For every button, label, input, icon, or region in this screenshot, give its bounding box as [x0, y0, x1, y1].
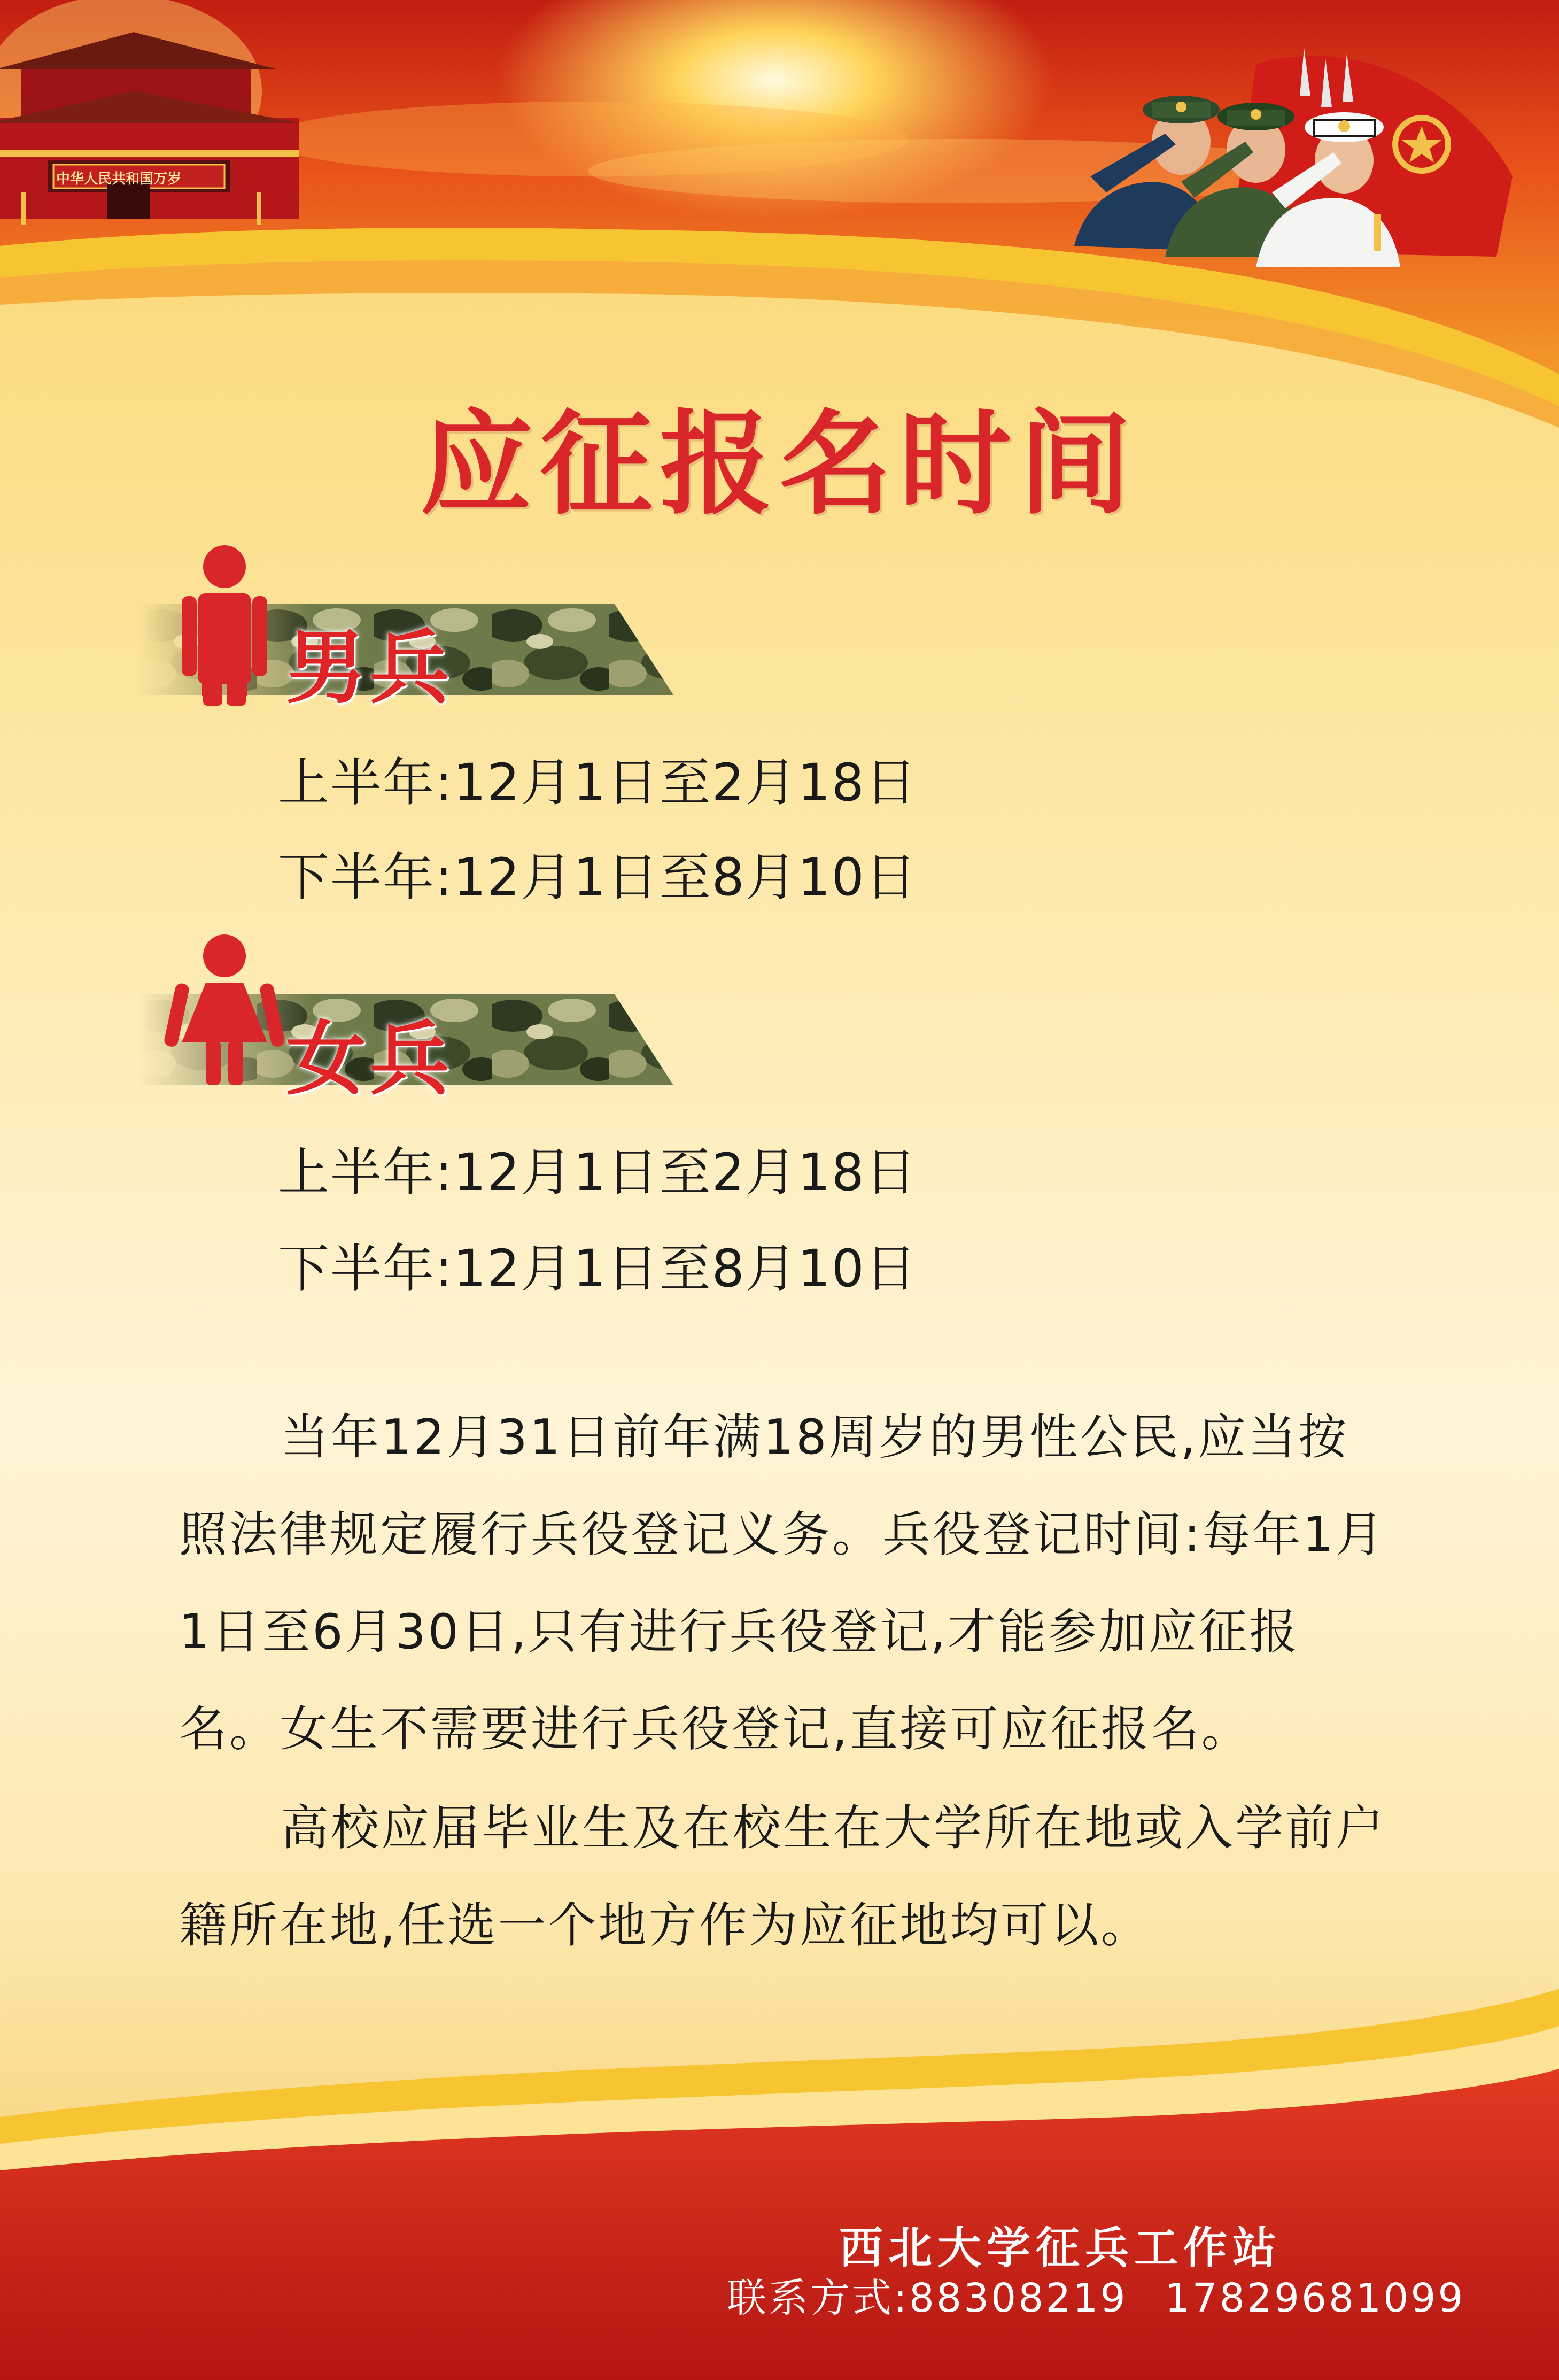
footer-contact-phone: 17829681099 [1165, 2275, 1465, 2321]
notice-paragraph: 高校应届毕业生及在校生在大学所在地或入学前户籍所在地,任选一个地方作为应征地均可以。 [179, 1800, 1386, 1953]
male-first-half: 上半年:12月1日至2月18日 [278, 753, 918, 813]
page-title: 应征报名时间 [420, 398, 1139, 530]
female-section-label: 女兵 [286, 1012, 453, 1106]
footer-contact [727, 2267, 1465, 2323]
gate-inscription [56, 168, 181, 188]
footer-organization: 西北大学征兵工作站 [839, 2223, 1282, 2274]
notice-paragraph: 当年12月31日前年满18周岁的男性公民,应当按照法律规定履行兵役登记义务。兵役登记时间:每年1月1日至6月30日,只有进行兵役登记,才能参加应征报名。女生不需要进行兵役登记,直接可应征报名。 [179, 1409, 1386, 1757]
gate-inscription-text: 中华人民共和国万岁 [56, 171, 182, 187]
female-second-half: 下半年:12月1日至8月10日 [278, 1239, 918, 1299]
army-emblem-icon [1392, 115, 1451, 174]
male-section-label: 男兵 [286, 621, 453, 715]
male-second-half: 下半年:12月1日至8月10日 [278, 847, 918, 907]
footer-contact-label: 联系方式:88308219 [727, 2275, 1128, 2321]
female-first-half: 上半年:12月1日至2月18日 [278, 1142, 918, 1202]
